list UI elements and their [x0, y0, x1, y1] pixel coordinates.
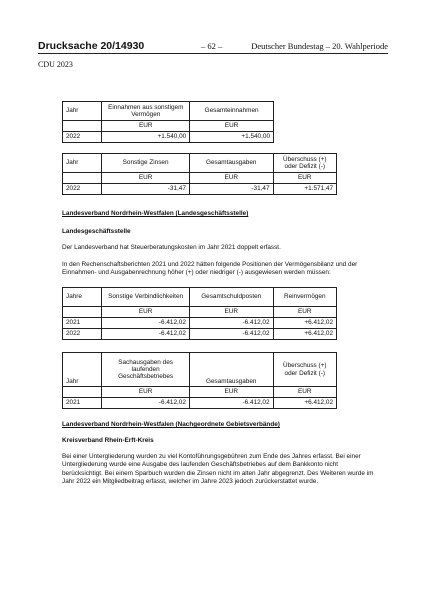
table-header-other-liabilities: Sonstige Verbindlichkeiten	[102, 288, 190, 307]
table-header-other-assets: Einnahmen aus sonstigem Vermögen	[102, 102, 190, 121]
table-header-total-income: Gesamteinnahmen	[190, 102, 274, 121]
table-header-year: Jahr	[63, 154, 102, 173]
value-cell: +6.412,02	[273, 329, 336, 340]
unit-cell: EUR	[273, 307, 336, 318]
party-line: CDU 2023	[38, 60, 73, 69]
table-row	[63, 329, 337, 340]
paragraph: In den Rechenschaftsberichten 2021 und 2022 hätten folgende Positionen der Vermögensbilanz und der Einnahmen- und Ausgabenrechnung höher (+) oder niedriger (-) ausgewiesen werden müssen:	[62, 261, 358, 277]
value-cell: +1.540,00	[102, 132, 190, 143]
unit-cell: EUR	[190, 121, 274, 132]
value-cell: +1.571,47	[273, 184, 336, 195]
table-row	[63, 132, 274, 143]
table-header-other-interest: Sonstige Zinsen	[102, 154, 190, 173]
page-number: – 62 –	[201, 41, 223, 51]
unit-cell: EUR	[102, 387, 190, 398]
value-cell: -6.412,02	[189, 318, 273, 329]
section-title-gebietsverbaende: Landesverband Nordrhein-Westfalen (Nachgeordnete Gebietsverbände)	[62, 421, 280, 428]
table-income	[62, 101, 274, 143]
unit-cell: EUR	[273, 387, 336, 398]
table-header-net-assets: Reinvermögen	[273, 288, 336, 307]
table-header-total-debt: Gesamtschuldposten	[189, 288, 273, 307]
value-cell: -6.412,02	[102, 398, 190, 409]
value-cell: -6.412,02	[189, 329, 273, 340]
header-rule	[38, 53, 388, 54]
unit-cell: EUR	[102, 307, 190, 318]
table-expenses	[62, 153, 337, 195]
value-cell: +6.412,02	[273, 318, 336, 329]
year-cell: 2022	[63, 329, 102, 340]
unit-cell: EUR	[273, 173, 336, 184]
table-header-year: Jahr	[63, 102, 102, 121]
value-cell: -6.412,02	[189, 398, 273, 409]
year-cell: 2022	[63, 132, 102, 143]
year-cell: 2022	[63, 184, 102, 195]
paragraph: Der Landesverband hat Steuerberatungskosten im Jahr 2021 doppelt erfasst.	[62, 244, 281, 251]
value-cell: -31,47	[102, 184, 190, 195]
value-cell: -31,47	[189, 184, 273, 195]
table-balance-corrections	[62, 287, 337, 340]
table-header-operating-expenses: Sachausgaben des laufenden Geschäftsbetriebes	[102, 353, 190, 387]
table-header-surplus-deficit: Überschuss (+) oder Defizit (-)	[273, 154, 336, 173]
value-cell: +1.540,00	[190, 132, 274, 143]
value-cell: +6.412,02	[273, 398, 336, 409]
value-cell: -6.412,02	[102, 329, 190, 340]
section-subtitle: Landesgeschäftsstelle	[62, 228, 131, 235]
table-header-year: Jahr	[63, 353, 102, 387]
document-number: Drucksache 20/14930	[38, 40, 145, 52]
year-cell: 2021	[63, 318, 102, 329]
table-row	[63, 184, 337, 195]
table-row	[63, 398, 337, 409]
table-header-years: Jahre	[63, 288, 102, 307]
section-subtitle: Kreisverband Rhein-Erft-Kreis	[62, 437, 154, 444]
unit-cell: EUR	[189, 387, 273, 398]
parliament-label: Deutscher Bundestag – 20. Wahlperiode	[251, 41, 388, 51]
value-cell: -6.412,02	[102, 318, 190, 329]
table-row	[63, 318, 337, 329]
table-header-surplus-deficit: Überschuss (+) oder Defizit (-)	[273, 353, 336, 387]
unit-cell: EUR	[102, 173, 190, 184]
page-header	[38, 40, 388, 54]
table-header-total-expenses: Gesamtausgaben	[189, 154, 273, 173]
unit-cell: EUR	[189, 307, 273, 318]
year-cell: 2021	[63, 398, 102, 409]
unit-cell: EUR	[189, 173, 273, 184]
table-header-total-expenses: Gesamtausgaben	[189, 353, 273, 387]
section-title-landesgeschaeftsstelle: Landesverband Nordrhein-Westfalen (Landesgeschäftsstelle)	[62, 210, 249, 217]
table-operating-expenses	[62, 352, 337, 409]
unit-cell: EUR	[102, 121, 190, 132]
paragraph: Bei einer Untergliederung wurden zu viel Kontoführungsgebühren zum Ende des Jahres erfasst. Bei einer Untergliederung wurde eine Ausgabe des laufenden Geschäftsbetriebes auf dem Bankkonto nicht berücksichtigt. Bei einem Sparbuch wurden die Zinsen nicht im alten Jahr abgegrenzt. Des Weiteren wurde im Jahr 2022 ein Mitgliedbeitrag erfasst, welcher im Jahre 2023 jedoch zurückerstattet wurde.	[62, 453, 374, 486]
